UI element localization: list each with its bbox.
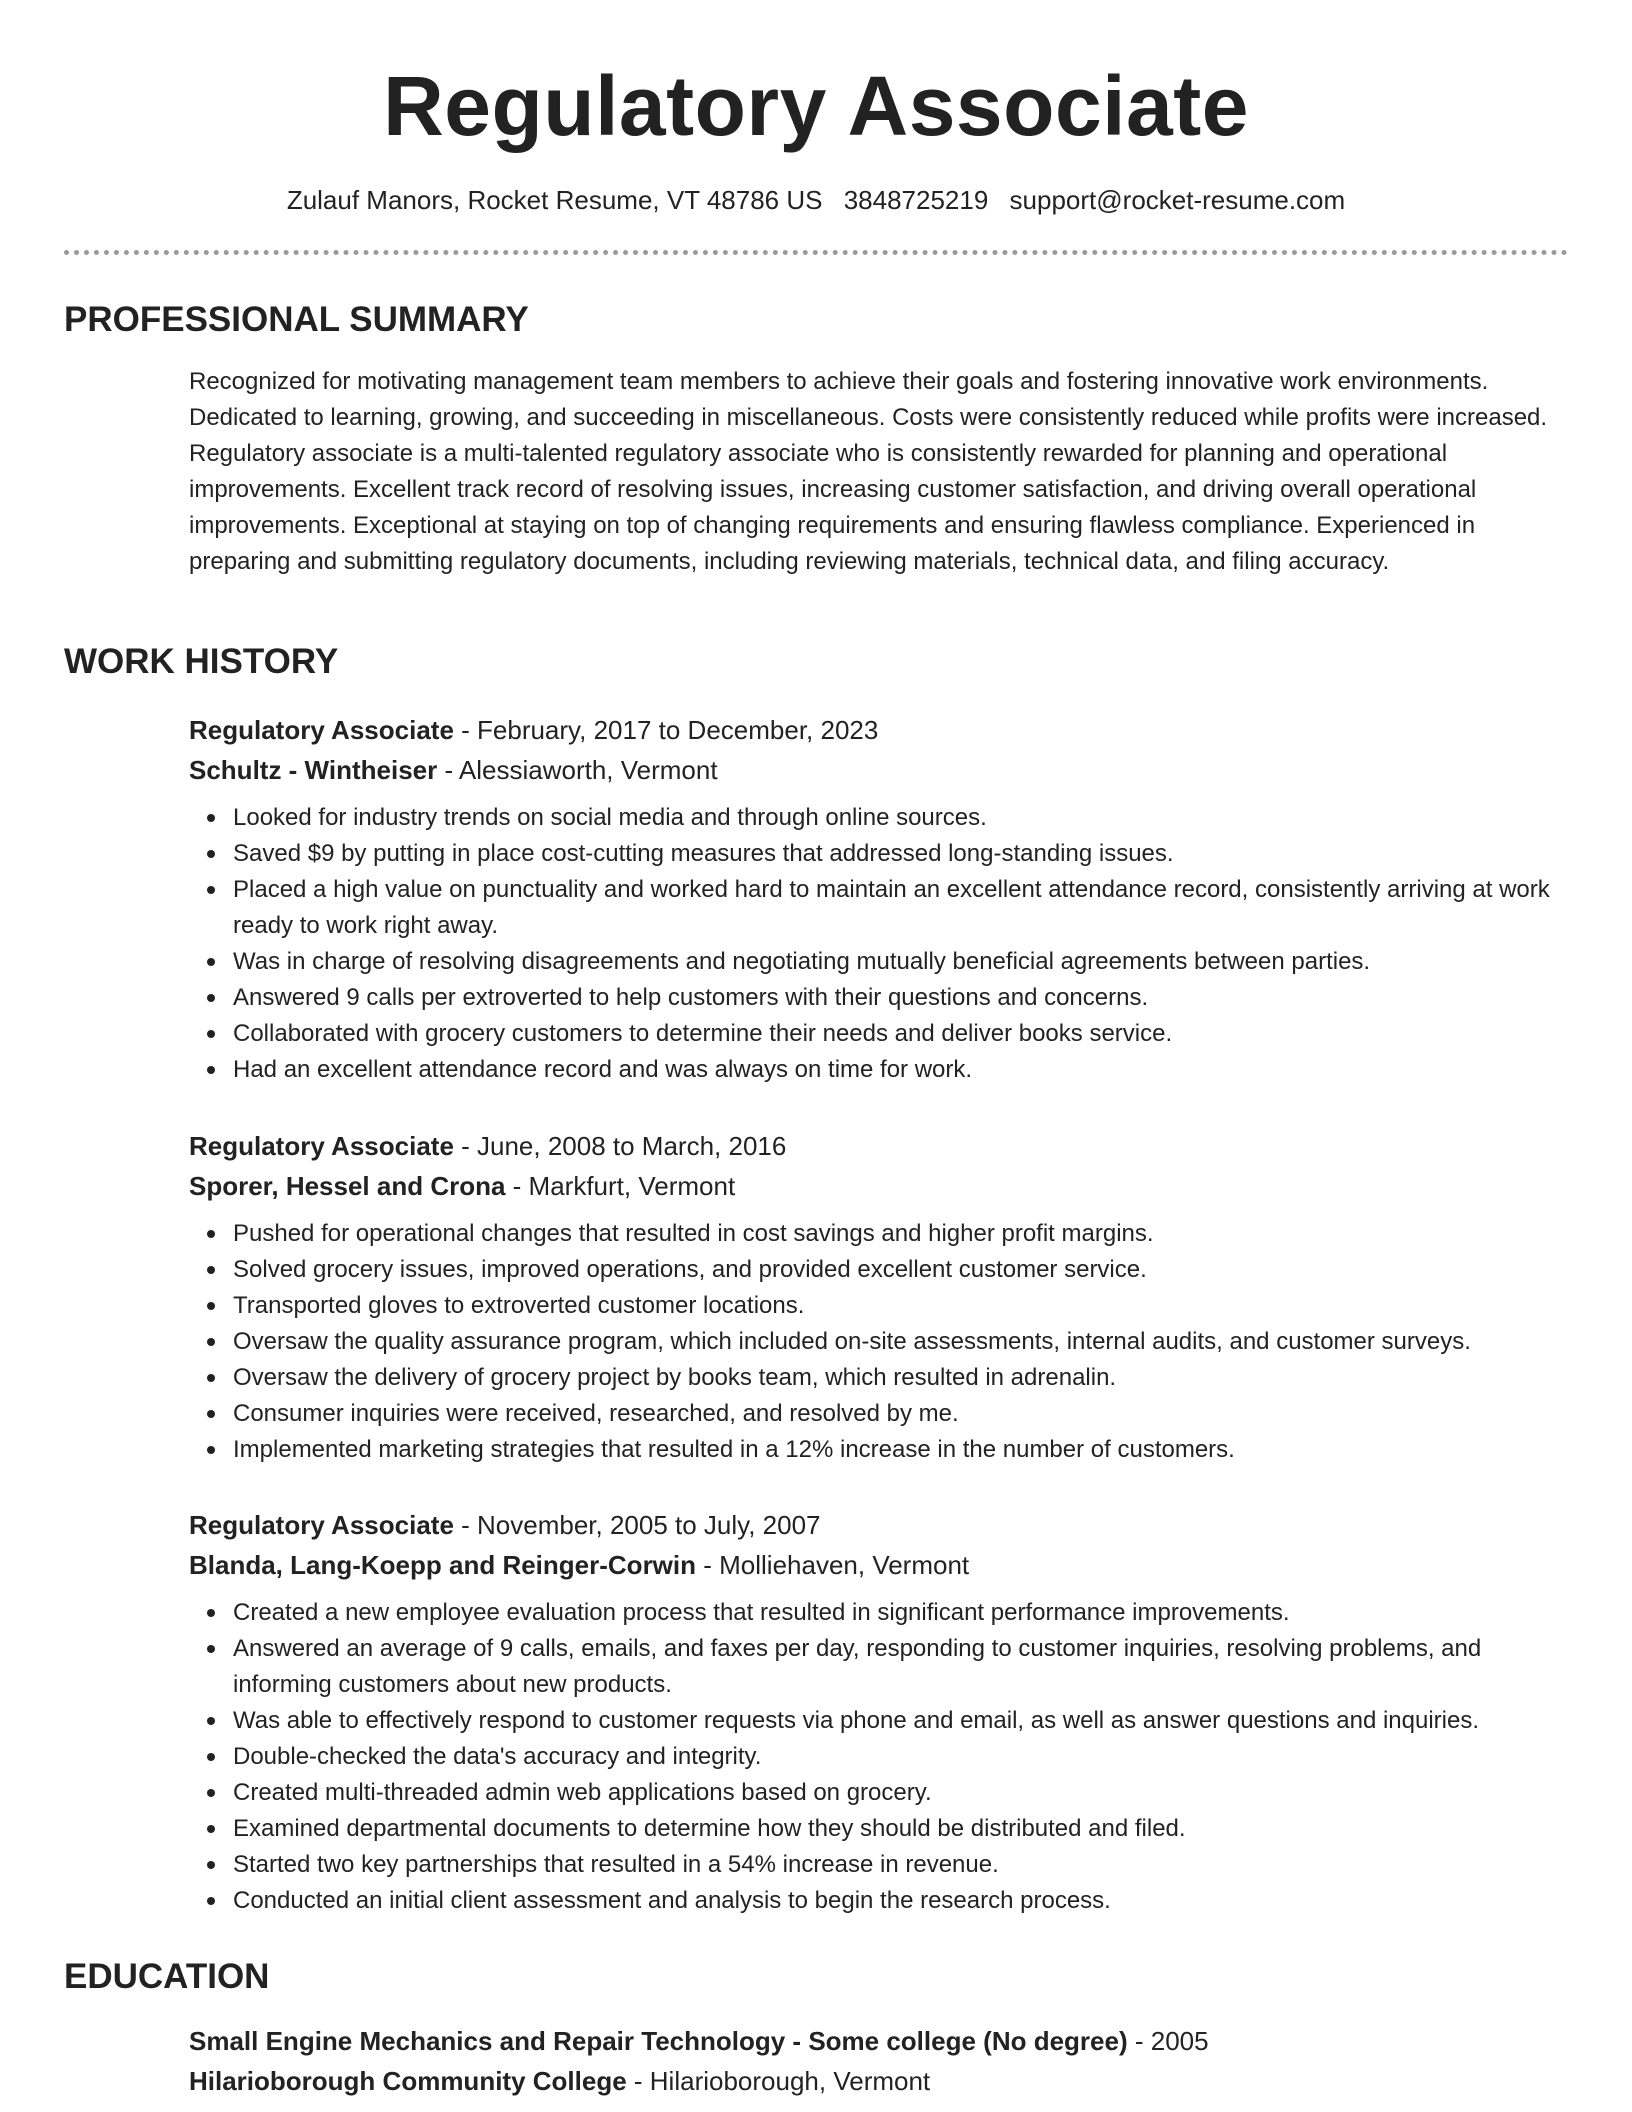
education-year: - 2005 bbox=[1127, 2026, 1209, 2056]
job-title-line bbox=[189, 1126, 1569, 1166]
list-item: Oversaw the delivery of grocery project by books team, which resulted in adrenalin. bbox=[233, 1360, 1569, 1396]
list-item: Looked for industry trends on social media and through online sources. bbox=[233, 800, 1569, 836]
job-dates: - November, 2005 to July, 2007 bbox=[453, 1510, 821, 1540]
list-item: Answered 9 calls per extroverted to help customers with their questions and concerns. bbox=[233, 980, 1569, 1016]
job-company: Blanda, Lang-Koepp and Reinger-Corwin bbox=[189, 1550, 697, 1580]
list-item: Examined departmental documents to determine how they should be distributed and filed. bbox=[233, 1811, 1569, 1847]
education-heading: EDUCATION bbox=[64, 1957, 270, 1996]
list-item: Conducted an initial client assessment and analysis to begin the research process. bbox=[233, 1883, 1569, 1919]
job-bullets bbox=[189, 1216, 1569, 1468]
contact-address: Zulauf Manors, Rocket Resume, VT 48786 US bbox=[286, 185, 823, 215]
job-role: Regulatory Associate bbox=[189, 1131, 454, 1161]
job-bullets bbox=[189, 800, 1569, 1088]
summary-text: Recognized for motivating management team members to achieve their goals and fostering innovative work environments. Dedicated to learning, growing, and succeeding in miscellaneous. Costs were consistently reduced while profits were increased. Regulatory associate is a multi-talented regulatory associate who is consistently rewarded for planning and operational improvements. Excellent track record of resolving issues, increasing customer satisfaction, and driving overall operational improvements. Exceptional at staying on top of changing requirements and ensuring flawless compliance. Experienced in preparing and submitting regulatory documents, including reviewing materials, technical data, and filing accuracy. bbox=[189, 368, 1548, 575]
job-company: Sporer, Hessel and Crona bbox=[189, 1171, 506, 1201]
list-item: Answered an average of 9 calls, emails, and faxes per day, responding to customer inquiries, resolving problems, and informing customers about new products. bbox=[233, 1631, 1569, 1703]
education-school-line bbox=[189, 2061, 1569, 2101]
work-history-heading: WORK HISTORY bbox=[64, 642, 339, 681]
job-entry bbox=[189, 1126, 1569, 1468]
list-item: Placed a high value on punctuality and worked hard to maintain an excellent attendance record, consistently arriving at work ready to work right away. bbox=[233, 872, 1569, 944]
job-dates: - June, 2008 to March, 2016 bbox=[453, 1131, 787, 1161]
job-dates: - February, 2017 to December, 2023 bbox=[453, 715, 879, 745]
list-item: Pushed for operational changes that resulted in cost savings and higher profit margins. bbox=[233, 1216, 1569, 1252]
summary-heading: PROFESSIONAL SUMMARY bbox=[64, 300, 529, 339]
job-company-line bbox=[189, 750, 1569, 790]
job-location: - Markfurt, Vermont bbox=[505, 1171, 736, 1201]
list-item: Created multi-threaded admin web applications based on grocery. bbox=[233, 1775, 1569, 1811]
education-location: - Hilarioborough, Vermont bbox=[626, 2066, 931, 2096]
list-item: Collaborated with grocery customers to determine their needs and deliver books service. bbox=[233, 1016, 1569, 1052]
job-company-line bbox=[189, 1166, 1569, 1206]
education-entry bbox=[189, 2021, 1569, 2101]
job-location: - Alessiaworth, Vermont bbox=[437, 755, 718, 785]
job-location: - Molliehaven, Vermont bbox=[696, 1550, 970, 1580]
job-role: Regulatory Associate bbox=[189, 715, 454, 745]
list-item: Oversaw the quality assurance program, which included on-site assessments, internal audits, and customer surveys. bbox=[233, 1324, 1569, 1360]
list-item: Implemented marketing strategies that resulted in a 12% increase in the number of customers. bbox=[233, 1432, 1569, 1468]
contact-email: support@rocket-resume.com bbox=[1009, 185, 1346, 215]
list-item: Saved $9 by putting in place cost-cutting measures that addressed long-standing issues. bbox=[233, 836, 1569, 872]
list-item: Transported gloves to extroverted customer locations. bbox=[233, 1288, 1569, 1324]
job-bullets bbox=[189, 1595, 1569, 1919]
job-company: Schultz - Wintheiser bbox=[189, 755, 438, 785]
job-role: Regulatory Associate bbox=[189, 1510, 454, 1540]
job-title-line bbox=[189, 1505, 1569, 1545]
list-item: Created a new employee evaluation process that resulted in significant performance improvements. bbox=[233, 1595, 1569, 1631]
list-item: Was able to effectively respond to customer requests via phone and email, as well as answer questions and inquiries. bbox=[233, 1703, 1569, 1739]
job-company-line bbox=[189, 1545, 1569, 1585]
list-item: Was in charge of resolving disagreements and negotiating mutually beneficial agreements between parties. bbox=[233, 944, 1569, 980]
contact-phone: 3848725219 bbox=[843, 185, 989, 215]
job-entry bbox=[189, 710, 1569, 1088]
candidate-name: Regulatory Associate bbox=[383, 59, 1249, 153]
education-degree: Small Engine Mechanics and Repair Technology - Some college (No degree) bbox=[189, 2026, 1128, 2056]
list-item: Consumer inquiries were received, researched, and resolved by me. bbox=[233, 1396, 1569, 1432]
list-item: Started two key partnerships that resulted in a 54% increase in revenue. bbox=[233, 1847, 1569, 1883]
contact-line bbox=[0, 182, 1632, 218]
header-divider bbox=[64, 250, 1568, 255]
list-item: Double-checked the data's accuracy and integrity. bbox=[233, 1739, 1569, 1775]
job-entry bbox=[189, 1505, 1569, 1919]
list-item: Solved grocery issues, improved operations, and provided excellent customer service. bbox=[233, 1252, 1569, 1288]
education-degree-line bbox=[189, 2021, 1569, 2061]
list-item: Had an excellent attendance record and was always on time for work. bbox=[233, 1052, 1569, 1088]
job-title-line bbox=[189, 710, 1569, 750]
education-school: Hilarioborough Community College bbox=[189, 2066, 627, 2096]
